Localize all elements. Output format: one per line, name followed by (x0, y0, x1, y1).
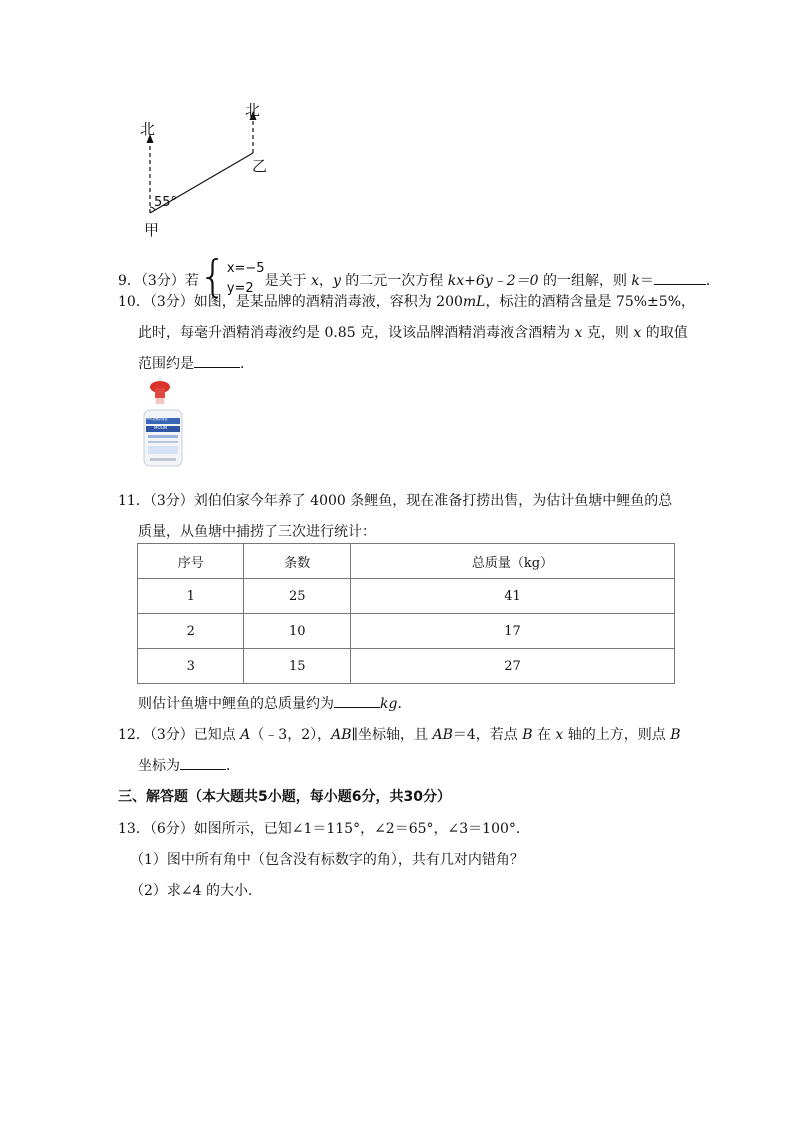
table-cell: 1 (138, 579, 244, 614)
q9-text-d: ＝ (639, 273, 654, 289)
question-12-line1 (118, 724, 681, 744)
q10-unit-ml: mL (462, 294, 486, 310)
q9-var-x: x (311, 273, 319, 289)
label-north-left: 北 (140, 120, 156, 138)
question-11-line1: 11．（3分）刘伯伯家今年养了 4000 条鲤鱼，现在准备打捞出售，为估计鱼塘中鲤鱼的总 (118, 493, 673, 509)
table-header-cell: 条数 (244, 544, 350, 579)
q12-line1-e: 在 (532, 727, 556, 743)
q12-point-b1: B (522, 727, 533, 743)
table-cell: 17 (350, 614, 674, 649)
question-10-line1 (118, 291, 695, 311)
q10-line2-c: 的取值 (641, 325, 688, 341)
q10-line3: 范围约是 (138, 356, 194, 372)
q12-answer-blank[interactable] (180, 757, 226, 770)
q10-var-x2: x (633, 325, 642, 341)
q12-var-x: x (555, 727, 564, 743)
q9-answer-blank[interactable] (654, 272, 706, 285)
label-north-right: 北 (245, 101, 261, 119)
q9-end: ． (705, 273, 720, 289)
q12-line2: 坐标为 (138, 758, 180, 774)
q12-line1-f: 轴的上方，则点 (563, 727, 671, 743)
question-10-line2 (138, 322, 688, 342)
q11-after-text: 则估计鱼塘中鲤鱼的总质量约为 (138, 696, 334, 712)
q12-ab2: AB (432, 727, 453, 743)
question-13-line1: 13．（6分）如图所示，已知∠1＝115°，∠2＝65°，∠3＝100°． (118, 821, 530, 837)
system-brace: { (198, 251, 227, 302)
q9-text-c: 的一组解，则 (538, 273, 632, 289)
table-cell: 27 (350, 649, 674, 684)
table-cell: 15 (244, 649, 350, 684)
question-11-after (138, 693, 411, 713)
question-13-sub1: （1）图中所有角中（包含没有标数字的角），共有几对内错角？ (130, 852, 524, 868)
q10-end: ． (240, 356, 254, 372)
q9-prefix: 9．（3分）若 (118, 273, 199, 289)
table-cell: 3 (138, 649, 244, 684)
q10-answer-blank[interactable] (194, 355, 240, 368)
q12-line1-b: （﹣3，2）， (250, 727, 332, 743)
q10-line1-b: ，标注的酒精含量是 75%±5%， (485, 294, 695, 310)
table-cell: 41 (350, 579, 674, 614)
table-cell: 10 (244, 614, 350, 649)
label-angle-55: 55° (154, 195, 178, 210)
q11-end: ． (397, 696, 412, 712)
q12-line1-a: 12．（3分）已知点 (118, 727, 241, 743)
table-header-row (138, 544, 675, 579)
question-12-line2 (138, 755, 240, 775)
q9-var-k: k (631, 273, 640, 289)
q9-text-a: 是关于 (264, 273, 312, 289)
table-row (138, 649, 675, 684)
q9-equation: kx+6y﹣2＝0 (447, 273, 539, 289)
question-10-line3 (138, 353, 254, 373)
table-row (138, 579, 675, 614)
q12-ab1: AB (331, 727, 352, 743)
q9-eq2: y=2 (226, 281, 254, 296)
q9-text-b: 的二元一次方程 (340, 273, 448, 289)
q12-line1-d: ＝4，若点 (452, 727, 523, 743)
question-13-sub2: （2）求∠4 的大小． (130, 883, 262, 899)
q10-line2-b: 克，则 (582, 325, 634, 341)
section-3-heading: 三、解答题（本大题共5小题，每小题6分，共30分） (118, 789, 451, 805)
q10-line1-a: 10．（3分）如图，是某品牌的酒精消毒液，容积为 200 (118, 294, 463, 310)
q11-unit: kg (380, 696, 398, 712)
q12-end: ． (226, 758, 240, 774)
q12-point-b2: B (670, 727, 681, 743)
bottle-brand: MOLIN (154, 425, 167, 430)
q9-var-y: y (332, 273, 341, 289)
label-yi: 乙 (252, 157, 268, 175)
question-11-line2: 质量，从鱼塘中捕捞了三次进行统计： (138, 524, 376, 540)
table-header-cell: 序号 (138, 544, 244, 579)
q12-point-a: A (240, 727, 251, 743)
q10-line2-a: 此时，每毫升酒精消毒液约是 0.85 克，设该品牌酒精消毒液含酒精为 (138, 325, 575, 341)
table-row (138, 614, 675, 649)
q9-sep: ， (318, 273, 333, 289)
label-jia: 甲 (144, 221, 160, 239)
fish-statistics-table (137, 543, 675, 684)
q10-var-x1: x (574, 325, 583, 341)
table-header-cell: 总质量（kg） (350, 544, 674, 579)
table-cell: 2 (138, 614, 244, 649)
bottle-label: 75%酒精消毒液 (146, 417, 168, 421)
q9-eq1: x=−5 (226, 261, 265, 276)
table-cell: 25 (244, 579, 350, 614)
q12-line1-c: ∥坐标轴，且 (351, 727, 433, 743)
q11-answer-blank[interactable] (334, 695, 380, 708)
